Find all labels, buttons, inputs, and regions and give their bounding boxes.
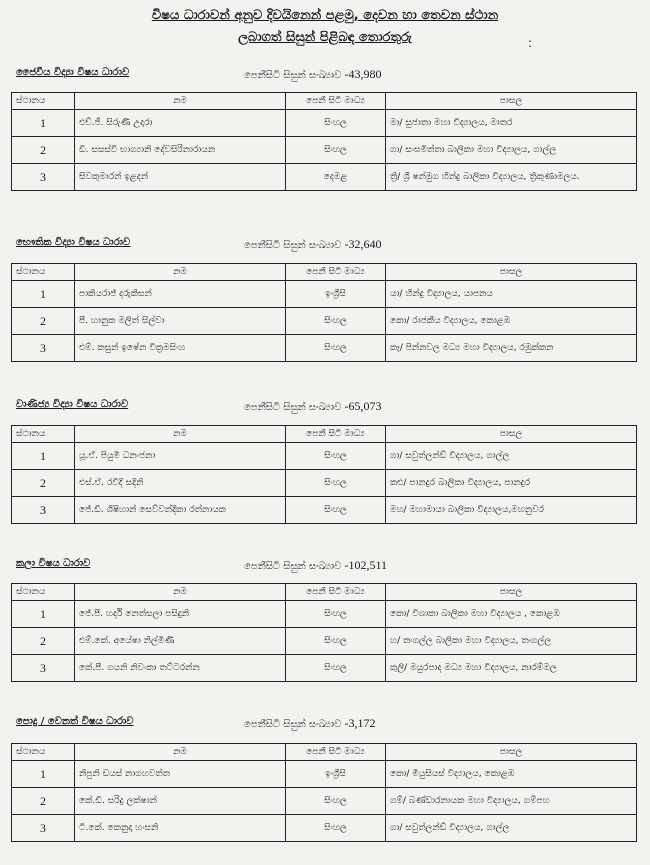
candidate-count <box>244 399 381 414</box>
page-subtitle: ලබාගත් සිසුන් පිළිබඳ තොරතුරු <box>238 30 412 45</box>
medium-cell: සිංහල <box>286 470 386 497</box>
results-table <box>11 92 637 191</box>
column-header-school: පාසල <box>386 744 637 761</box>
school-cell: කළු/ පානදුර බාලිකා විද්‍යාලය, පානදුර <box>386 470 637 497</box>
medium-cell: සිංහල <box>286 110 386 137</box>
medium-cell: සිංහල <box>286 443 386 470</box>
place-cell: 1 <box>12 601 75 628</box>
school-cell: කෑ/ පින්නවල මධ්‍ය මහා විද්‍යාලය, රඹුක්කන <box>386 335 637 362</box>
column-header-name: නම <box>75 426 286 443</box>
column-header-medium: පෙනී සිටි මාධ්‍ය <box>286 93 386 110</box>
table-row <box>12 761 637 788</box>
school-cell: ගා/ සවුත්ලන්ඩ් විද්‍යාලය, ගාල්ල <box>386 443 637 470</box>
column-header-place: ස්ථානය <box>12 93 75 110</box>
page-title: විෂය ධාරාවන් අනුව දිවයිනෙන් පළමු, දෙවන හා තෙවන ස්ථාන <box>151 8 499 23</box>
name-cell: ජේ.පී. හර්දි නෙත්සලා පසිදුනි <box>75 601 286 628</box>
name-cell: සිවකුමාරන් ඉළදන් <box>75 164 286 191</box>
name-cell: පාකියරාජ් දරුකිසන් <box>75 281 286 308</box>
medium-cell: සිංහල <box>286 137 386 164</box>
table-row <box>12 137 637 164</box>
name-cell: ජේ.ඩී. ශිෂිහාන් සෙව්වන්දිකා රත්නායක <box>75 497 286 524</box>
place-cell: 2 <box>12 137 75 164</box>
results-table <box>11 743 637 842</box>
candidate-count-value: -3,172 <box>344 716 376 730</box>
table-header-row <box>12 93 637 110</box>
table-row <box>12 470 637 497</box>
column-header-place: ස්ථානය <box>12 744 75 761</box>
column-header-school: පාසල <box>386 426 637 443</box>
name-cell: එම්. කසුන් ඉෂේන වික්‍රමසිංහ <box>75 335 286 362</box>
column-header-medium: පෙනී සිටි මාධ්‍ය <box>286 264 386 281</box>
candidate-count <box>244 716 375 731</box>
place-cell: 1 <box>12 443 75 470</box>
medium-cell: සිංහල <box>286 601 386 628</box>
medium-cell: සිංහල <box>286 308 386 335</box>
table-header-row <box>12 426 637 443</box>
section-name: ජෛවීය විද්‍යා විෂය ධාරාව <box>16 67 130 78</box>
section-name: වාණිජ්‍ය විද්‍යා විෂය ධාරාව <box>16 399 129 410</box>
column-header-name: නම <box>75 584 286 601</box>
table-row <box>12 497 637 524</box>
section-name: කලා විෂය ධාරාව <box>16 558 91 569</box>
table-row <box>12 164 637 191</box>
candidate-count-label: පෙනීසිටි සිසුන් සංඛ්‍යාව <box>244 719 342 730</box>
place-cell: 2 <box>12 788 75 815</box>
candidate-count <box>244 67 381 82</box>
place-cell: 3 <box>12 497 75 524</box>
name-cell: කේ.පී. ගයනි නිවංකා තට්ටරන්න <box>75 655 286 682</box>
place-cell: 3 <box>12 335 75 362</box>
medium-cell: සිංහල <box>286 335 386 362</box>
table-row <box>12 788 637 815</box>
column-header-name: නම <box>75 93 286 110</box>
school-cell: හ/ තංගල්ල බාලිකා මහා විද්‍යාලය, තංගල්ල <box>386 628 637 655</box>
column-header-place: ස්ථානය <box>12 584 75 601</box>
table-header-row <box>12 264 637 281</box>
section-name: පොදු / වෙනත් විෂය ධාරාව <box>16 716 134 727</box>
name-cell: කේ.ඩී. සරිදු ලක්ෂාන් <box>75 788 286 815</box>
column-header-place: ස්ථානය <box>12 426 75 443</box>
medium-cell: සිංහල <box>286 788 386 815</box>
school-cell: ගා/ සවුත්ලන්ඩ් විද්‍යාලය, ගාල්ල <box>386 815 637 842</box>
school-cell: මා/ සුජාතා මහා විද්‍යාලය, මාතර <box>386 110 637 137</box>
medium-cell: ඉංග්‍රීසි <box>286 281 386 308</box>
medium-cell: සිංහල <box>286 628 386 655</box>
candidate-count-value: -102,511 <box>344 558 388 572</box>
place-cell: 1 <box>12 281 75 308</box>
candidate-count-label: පෙනීසිටි සිසුන් සංඛ්‍යාව <box>244 561 342 572</box>
candidate-count-label: පෙනීසිටි සිසුන් සංඛ්‍යාව <box>244 240 342 251</box>
results-table <box>11 583 637 682</box>
column-header-place: ස්ථානය <box>12 264 75 281</box>
column-header-school: පාසල <box>386 584 637 601</box>
name-cell: නිපුනි ඩයස් නාගහවත්ත <box>75 761 286 788</box>
school-cell: කුලි/ මයුරපාද මධ්‍ය මහා විද්‍යාලය, නාරම්මල <box>386 655 637 682</box>
medium-cell: ඉංග්‍රීසි <box>286 761 386 788</box>
table-row <box>12 335 637 362</box>
table-row <box>12 308 637 335</box>
name-cell: යූ.ඒ. පියුමි ධනංජනා <box>75 443 286 470</box>
column-header-medium: පෙනී සිටි මාධ්‍ය <box>286 744 386 761</box>
name-cell: එම්.කේ. අයේෂා නිල්මිණි <box>75 628 286 655</box>
table-row <box>12 110 637 137</box>
place-cell: 3 <box>12 655 75 682</box>
table-row <box>12 655 637 682</box>
results-table <box>11 425 637 524</box>
school-cell: කො/ මියුසියස් විද්‍යාලය, කොළඹ <box>386 761 637 788</box>
column-header-medium: පෙනී සිටි මාධ්‍ය <box>286 426 386 443</box>
school-cell: ගම්/ බණ්ඩාරනායක මහා විද්‍යාලය, ගම්පහ <box>386 788 637 815</box>
column-header-name: නම <box>75 264 286 281</box>
candidate-count-value: -32,640 <box>344 237 382 251</box>
school-cell: කො/ විශාකා බාලිකා මහා විද්‍යාලය , කොළඹ <box>386 601 637 628</box>
name-cell: ඩී. සසස්වි භාග්‍යානි දේවසිරිනාරායන <box>75 137 286 164</box>
results-table <box>11 263 637 362</box>
place-cell: 1 <box>12 761 75 788</box>
place-cell: 3 <box>12 164 75 191</box>
table-row <box>12 628 637 655</box>
school-cell: යා/ හින්දු විද්‍යාලය, යාපනය <box>386 281 637 308</box>
place-cell: 2 <box>12 308 75 335</box>
table-header-row <box>12 744 637 761</box>
table-row <box>12 601 637 628</box>
candidate-count-value: -65,073 <box>344 399 382 413</box>
table-row <box>12 443 637 470</box>
place-cell: 2 <box>12 470 75 497</box>
candidate-count-label: පෙනීසිටි සිසුන් සංඛ්‍යාව <box>244 70 342 81</box>
candidate-count-label: පෙනීසිටි සිසුන් සංඛ්‍යාව <box>244 402 342 413</box>
candidate-count-value: -43,980 <box>344 67 382 81</box>
column-header-medium: පෙනී සිටි මාධ්‍ය <box>286 584 386 601</box>
school-cell: ගා/ සංඝමිත්තා බාලිකා මහා විද්‍යාලය, ගාල්ල <box>386 137 637 164</box>
medium-cell: දෙමළ <box>286 164 386 191</box>
name-cell: එස්.ඒ. රවිදි සදිනි <box>75 470 286 497</box>
name-cell: පී. හානුක මලිත් සිල්වා <box>75 308 286 335</box>
section-name: භෞතික විද්‍යා විෂය ධාරාව <box>16 237 131 248</box>
table-row <box>12 815 637 842</box>
table-header-row <box>12 584 637 601</box>
school-cell: මහ/ මහාමායා බාලිකා විද්‍යාලය,මහනුවර <box>386 497 637 524</box>
table-row <box>12 281 637 308</box>
column-header-school: පාසල <box>386 264 637 281</box>
name-cell: එච්.ජී. සිරුණි උදාරා <box>75 110 286 137</box>
school-cell: ත්‍රි/ ශ්‍රී ෂන්මුග හින්දු බාලිකා විද්‍යාලය, ත්‍රිකුණාමලය. <box>386 164 637 191</box>
medium-cell: සිංහල <box>286 815 386 842</box>
medium-cell: සිංහල <box>286 655 386 682</box>
medium-cell: සිංහල <box>286 497 386 524</box>
name-cell: ටී.කේ. කෙනුදා හංසනි <box>75 815 286 842</box>
column-header-school: පාසල <box>386 93 637 110</box>
place-cell: 3 <box>12 815 75 842</box>
school-cell: කො/ රාජකීය විද්‍යාලය, කොළඹ <box>386 308 637 335</box>
place-cell: 1 <box>12 110 75 137</box>
candidate-count <box>244 558 387 573</box>
candidate-count <box>244 237 381 252</box>
column-header-name: නම <box>75 744 286 761</box>
place-cell: 2 <box>12 628 75 655</box>
corner-mark: : <box>528 36 533 50</box>
